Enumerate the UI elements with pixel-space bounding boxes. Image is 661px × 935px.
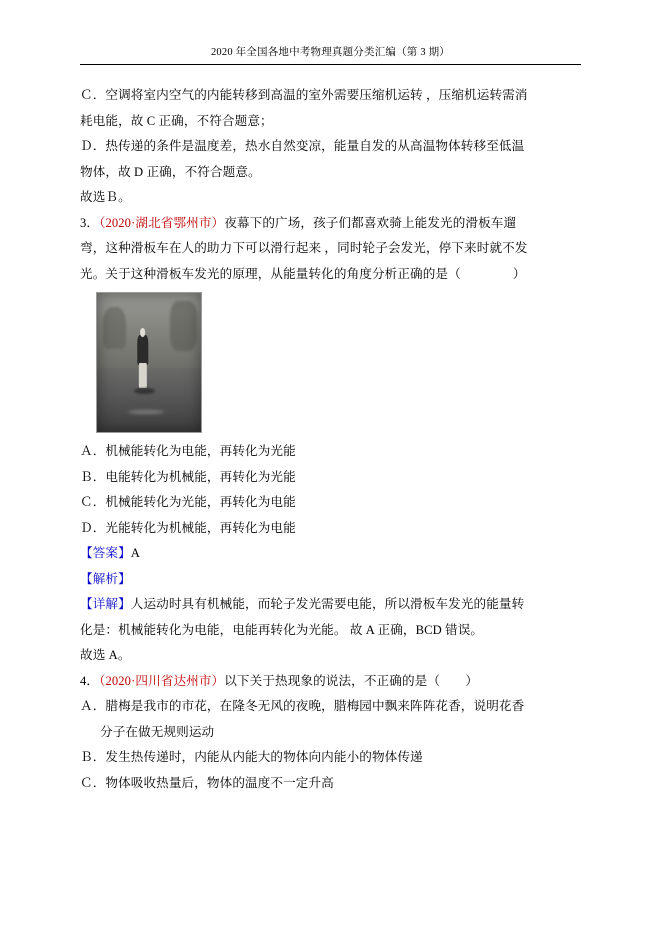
question-3-detail-line-2: 化是：机械能转化为电能，电能再转化为光能。 故 A 正确，BCD 错误。: [80, 622, 484, 637]
question-3-detail-line-3: 故选 A。: [80, 648, 131, 662]
question-3-stem-text-1: 夜幕下的广场，孩子们都喜欢骑上能发光的滑板车遛: [224, 215, 517, 230]
q2-tail-line-3: Ｄ．热传递的条件是温度差，热水自然变凉，能量自发的从高温物体转移至低温: [80, 139, 525, 153]
question-3-stem-line-3: [80, 262, 581, 288]
question-3-detail-line-1: [80, 592, 581, 618]
detail-label: 【详解】: [80, 597, 131, 611]
question-3-stem-line-2: 弯，这种滑板车在人的助力下可以滑行起来 ，同时轮子会发光，停下来时就不发: [80, 241, 528, 255]
question-4-option-a: Ａ．腊梅是我市的市花，在隆冬无风的夜晚，腊梅园中飘来阵阵花香，说明花香: [80, 699, 525, 713]
q2-tail-line-1: Ｃ．空调将室内空气的内能转移到高温的室外需要压缩机运转 ，压缩机运转需消: [80, 88, 528, 102]
question-4-option-b: Ｂ．发生热传递时，内能从内能大的物体向内能小的物体传递: [80, 750, 423, 764]
question-3-option-b: Ｂ．电能转化为机械能，再转化为光能: [80, 469, 296, 484]
q2-tail-line-4: 物体，故 D 正确，不符合题意。: [80, 164, 261, 179]
q2-tail-line-2: 耗电能，故 C 正确，不符合题意；: [80, 113, 273, 128]
question-3-figure: [96, 292, 581, 433]
answer-value: A: [130, 546, 140, 560]
q2-answer-line: 故选Ｂ。: [80, 190, 131, 204]
question-4-number: 4．: [80, 673, 100, 688]
answer-label: 【答案】: [80, 546, 131, 560]
question-3-stem-line-1: [80, 211, 581, 237]
header-title: 2020 年全国各地中考物理真题分类汇编（第 3 期）: [210, 47, 451, 58]
question-3-option-c: Ｃ．机械能转化为光能，再转化为电能: [80, 495, 296, 509]
document-body: [80, 83, 581, 796]
question-3-option-a: Ａ．机械能转化为电能，再转化为光能: [80, 444, 296, 458]
question-4-stem-text: 以下关于热现象的说法，不正确的是（ ）: [224, 673, 479, 688]
question-4-stem-line: [80, 669, 581, 695]
photo-vignette: [97, 293, 201, 432]
question-3-detail-text-1: 人运动时具有机械能，而轮子发光需要电能，所以滑板车发光的能量转: [130, 597, 525, 611]
question-3-source: （2020·湖北省鄂州市）: [99, 215, 225, 230]
page-header: [80, 0, 581, 59]
question-3-answer: [80, 541, 581, 567]
question-3-stem-text-3: 光。关于这种滑板车发光的原理，从能量转化的角度分析正确的是（: [80, 266, 461, 281]
question-3-option-d: Ｄ．光能转化为机械能，再转化为电能: [80, 520, 296, 535]
question-3-stem-text-4: ）: [512, 266, 526, 281]
question-3-analysis-label: 【解析】: [80, 571, 131, 586]
skateboard-photo: [96, 292, 202, 433]
question-4-option-c: Ｃ．物体吸收热量后，物体的温度不一定升高: [80, 775, 334, 790]
question-3-number: 3．: [80, 215, 100, 230]
question-4-source: （2020·四川省达州市）: [99, 673, 225, 688]
question-4-option-a-cont: 分子在做无规则运动: [100, 724, 215, 739]
header-divider: [80, 64, 581, 65]
